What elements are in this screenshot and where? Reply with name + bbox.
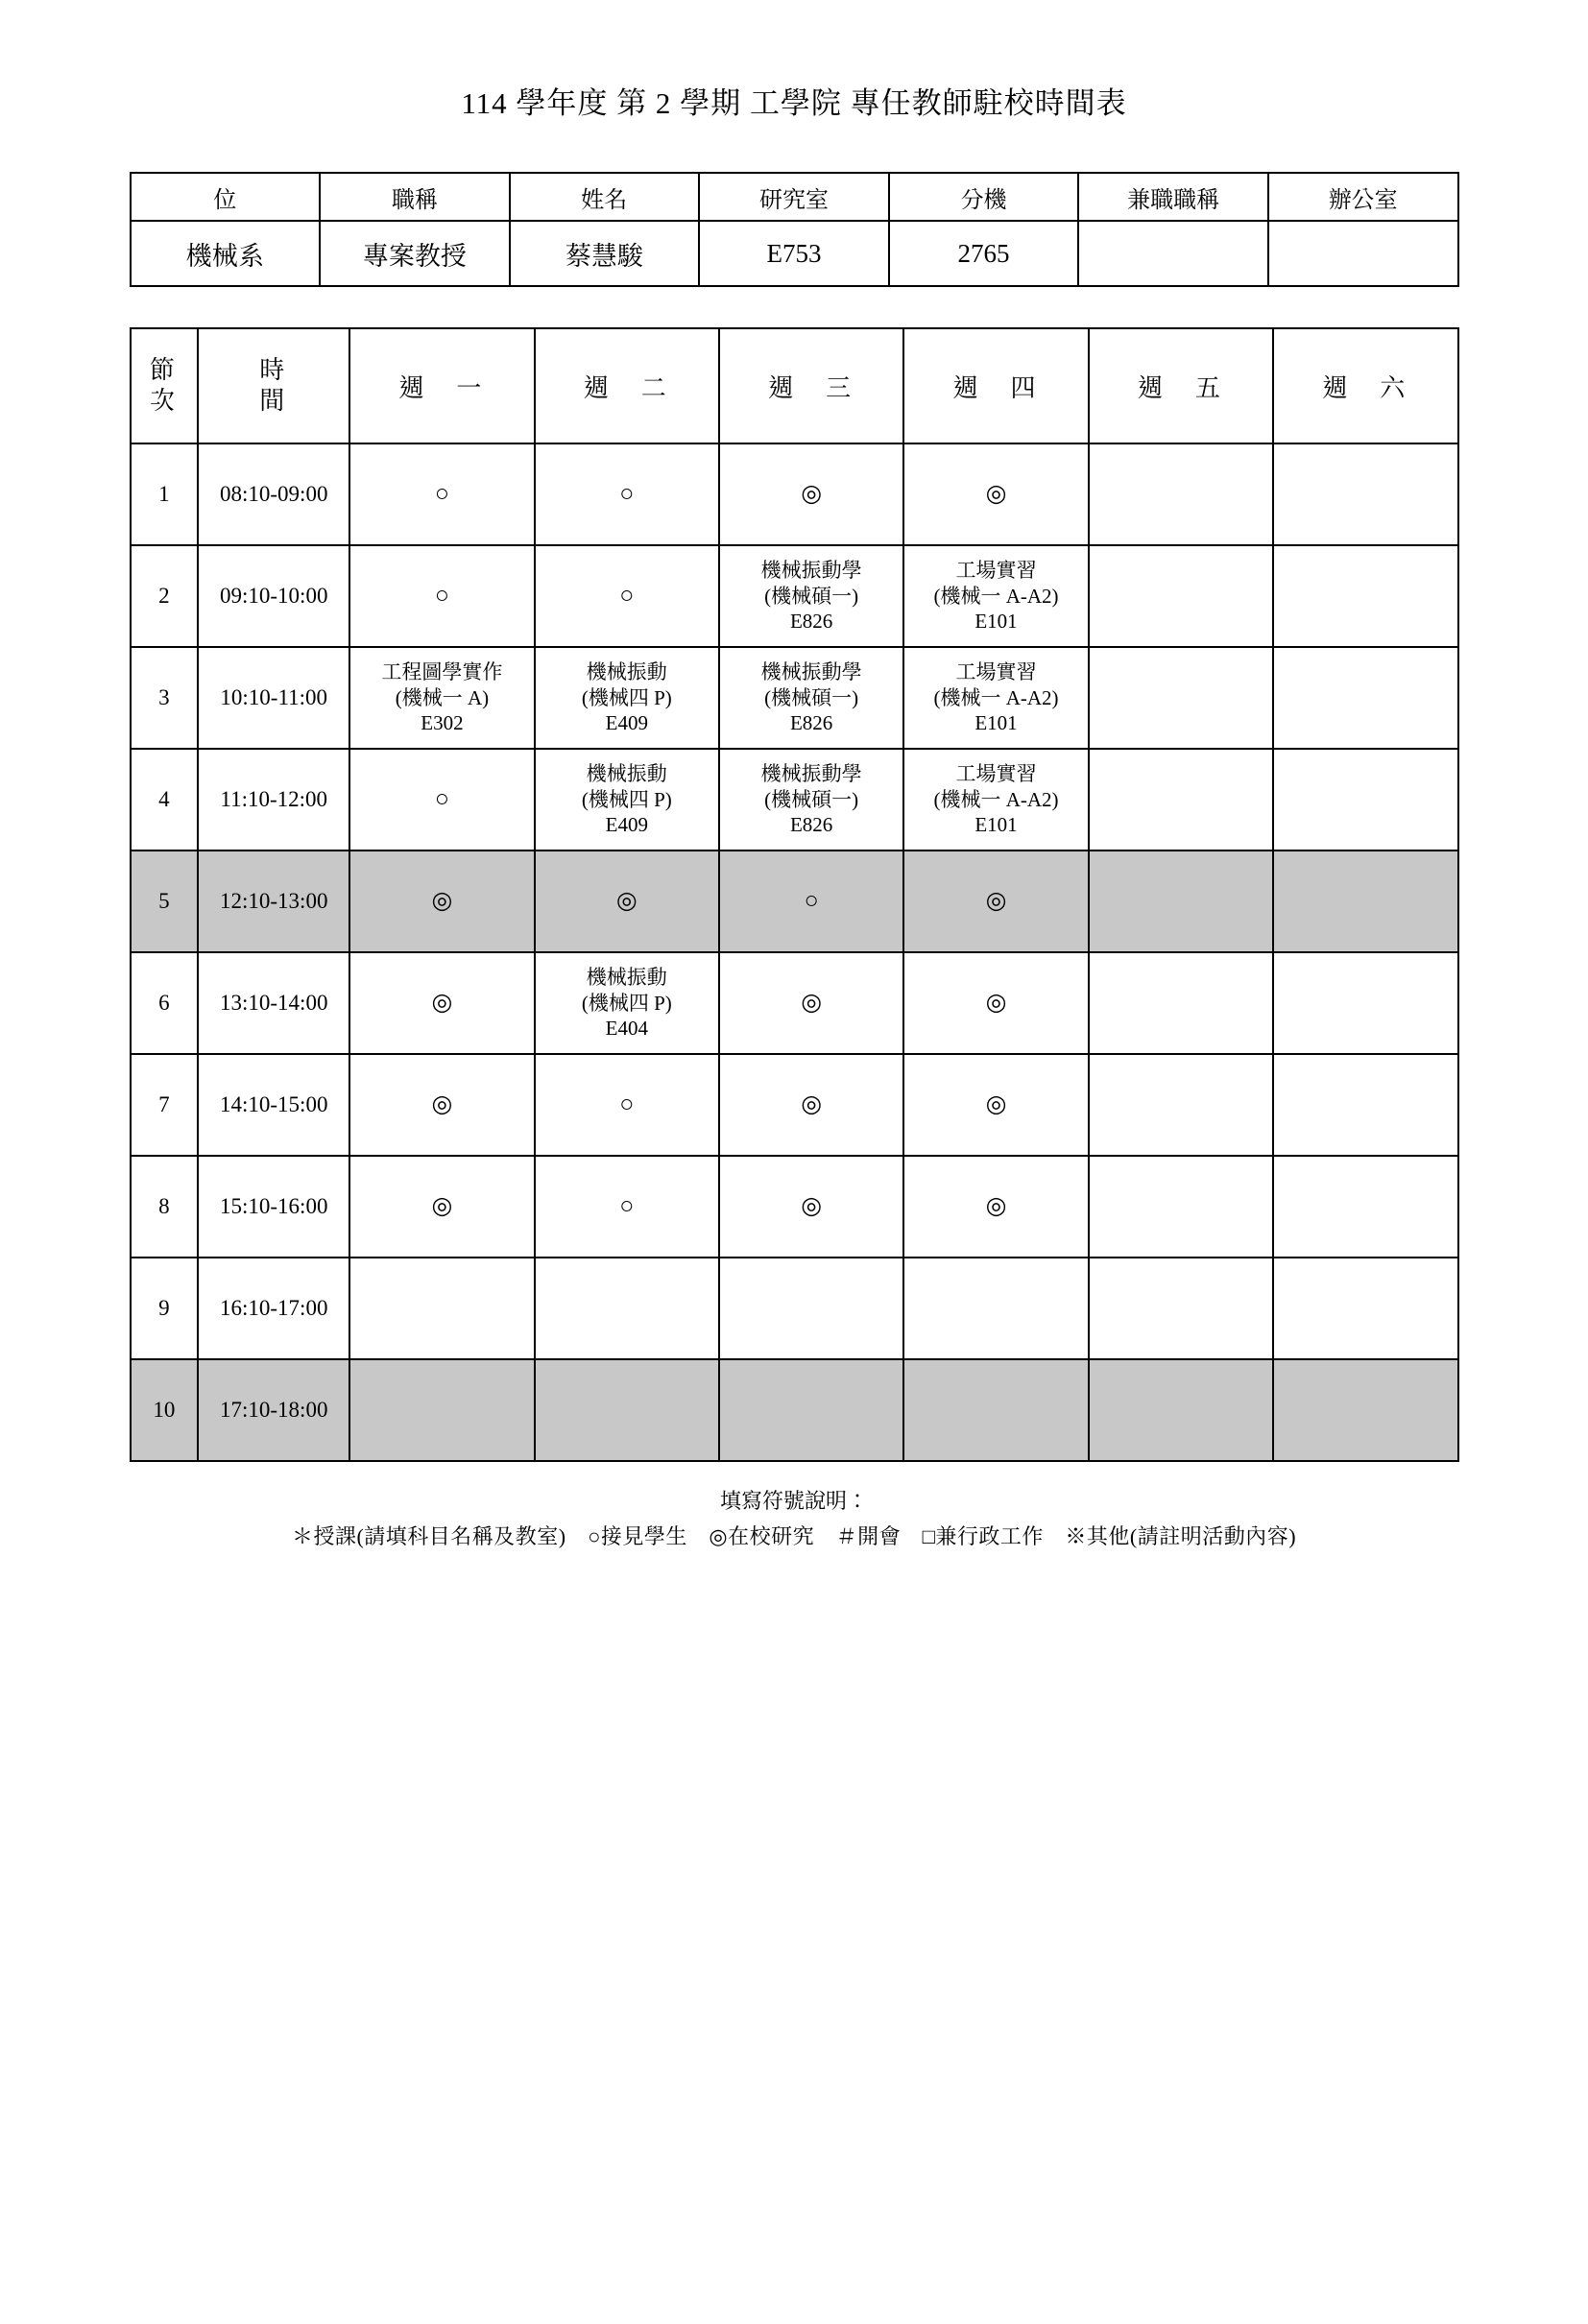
course-entry: 工場實習 (機械一 A-A2) E101 bbox=[933, 761, 1059, 837]
header-period-line1: 節 bbox=[149, 355, 179, 384]
schedule-cell-saturday[interactable] bbox=[1273, 1359, 1457, 1461]
course-entry: 工場實習 (機械一 A-A2) E101 bbox=[933, 659, 1059, 735]
course-entry: 工程圖學實作 (機械一 A) E302 bbox=[381, 659, 503, 735]
status-mark: ◎ bbox=[985, 481, 1007, 507]
schedule-cell-friday[interactable] bbox=[1089, 443, 1273, 545]
info-value-title: 專案教授 bbox=[320, 221, 510, 286]
period-time: 10:10-11:00 bbox=[198, 647, 349, 749]
period-number: 4 bbox=[131, 749, 199, 851]
status-mark: ◎ bbox=[431, 1091, 453, 1117]
status-mark: ◎ bbox=[431, 990, 453, 1016]
schedule-cell-friday[interactable] bbox=[1089, 1258, 1273, 1359]
schedule-cell-monday[interactable] bbox=[349, 952, 534, 1054]
page bbox=[0, 79, 1588, 2324]
status-mark: ◎ bbox=[985, 990, 1007, 1016]
status-mark: ◎ bbox=[985, 1091, 1007, 1117]
header-day-wednesday: 週 三 bbox=[719, 328, 903, 443]
info-header-admin-office: 辦公室 bbox=[1268, 173, 1458, 221]
status-mark: ○ bbox=[619, 1091, 635, 1117]
schedule-cell-saturday[interactable] bbox=[1273, 545, 1457, 647]
period-number: 3 bbox=[131, 647, 199, 749]
schedule-cell-monday[interactable] bbox=[349, 1258, 534, 1359]
schedule-row bbox=[131, 1054, 1458, 1156]
schedule-cell-friday[interactable] bbox=[1089, 647, 1273, 749]
schedule-cell-tuesday[interactable] bbox=[535, 1054, 719, 1156]
schedule-cell-wednesday[interactable] bbox=[719, 1054, 903, 1156]
info-value-admin-office bbox=[1268, 221, 1458, 286]
schedule-cell-monday[interactable] bbox=[349, 545, 534, 647]
period-number: 1 bbox=[131, 443, 199, 545]
schedule-cell-thursday[interactable] bbox=[903, 1054, 1088, 1156]
schedule-cell-saturday[interactable] bbox=[1273, 443, 1457, 545]
period-number: 2 bbox=[131, 545, 199, 647]
schedule-cell-monday[interactable] bbox=[349, 851, 534, 952]
schedule-cell-thursday[interactable] bbox=[903, 1156, 1088, 1258]
schedule-cell-friday[interactable] bbox=[1089, 851, 1273, 952]
info-value-name: 蔡慧駿 bbox=[510, 221, 700, 286]
period-number: 8 bbox=[131, 1156, 199, 1258]
period-time: 08:10-09:00 bbox=[198, 443, 349, 545]
schedule-cell-tuesday[interactable] bbox=[535, 952, 719, 1054]
header-day-monday: 週 一 bbox=[349, 328, 534, 443]
schedule-cell-thursday[interactable] bbox=[903, 851, 1088, 952]
info-value-concurrent-title bbox=[1078, 221, 1268, 286]
info-value-extension: 2765 bbox=[889, 221, 1079, 286]
schedule-cell-tuesday[interactable] bbox=[535, 1156, 719, 1258]
info-header-concurrent-title: 兼職職稱 bbox=[1078, 173, 1268, 221]
schedule-table-wrapper bbox=[130, 327, 1459, 1462]
status-mark: ○ bbox=[619, 583, 635, 609]
schedule-cell-monday[interactable] bbox=[349, 1156, 534, 1258]
schedule-row bbox=[131, 851, 1458, 952]
schedule-cell-thursday[interactable] bbox=[903, 545, 1088, 647]
period-number: 6 bbox=[131, 952, 199, 1054]
status-mark: ◎ bbox=[801, 1091, 823, 1117]
course-entry: 機械振動 (機械四 P) E409 bbox=[581, 659, 672, 735]
period-time: 13:10-14:00 bbox=[198, 952, 349, 1054]
schedule-cell-friday[interactable] bbox=[1089, 545, 1273, 647]
schedule-cell-friday[interactable] bbox=[1089, 749, 1273, 851]
legend-line: ＊授課(請填科目名稱及教室) ○接見學生 ◎在校研究 ＃開會 □兼行政工作 ※其他(請註明活動內容) bbox=[291, 1524, 1297, 1549]
info-header-name: 姓名 bbox=[510, 173, 700, 221]
schedule-cell-tuesday[interactable] bbox=[535, 851, 719, 952]
schedule-cell-saturday[interactable] bbox=[1273, 1156, 1457, 1258]
status-mark: ○ bbox=[619, 1193, 635, 1219]
period-time: 09:10-10:00 bbox=[198, 545, 349, 647]
period-time: 15:10-16:00 bbox=[198, 1156, 349, 1258]
period-number: 9 bbox=[131, 1258, 199, 1359]
schedule-header-row bbox=[131, 328, 1458, 443]
schedule-row bbox=[131, 749, 1458, 851]
info-value-office: E753 bbox=[699, 221, 889, 286]
status-mark: ◎ bbox=[431, 1193, 453, 1219]
schedule-cell-saturday[interactable] bbox=[1273, 1054, 1457, 1156]
course-entry: 機械振動學 (機械碩一) E826 bbox=[760, 659, 862, 735]
status-mark: ○ bbox=[434, 583, 449, 609]
schedule-cell-wednesday[interactable] bbox=[719, 749, 903, 851]
status-mark: ◎ bbox=[801, 1193, 823, 1219]
info-header-row bbox=[131, 173, 1458, 221]
course-entry: 機械振動學 (機械碩一) E826 bbox=[760, 558, 862, 634]
header-time-line1: 時 bbox=[259, 355, 289, 384]
info-header-title: 職稱 bbox=[320, 173, 510, 221]
period-number: 7 bbox=[131, 1054, 199, 1156]
info-value-row bbox=[131, 221, 1458, 286]
period-time: 16:10-17:00 bbox=[198, 1258, 349, 1359]
info-header-unit: 位 bbox=[131, 173, 321, 221]
schedule-row bbox=[131, 545, 1458, 647]
schedule-body bbox=[131, 443, 1458, 1461]
status-mark: ○ bbox=[619, 481, 635, 507]
schedule-cell-monday[interactable] bbox=[349, 443, 534, 545]
header-day-friday: 週 五 bbox=[1089, 328, 1273, 443]
schedule-cell-friday[interactable] bbox=[1089, 1054, 1273, 1156]
header-period bbox=[131, 328, 199, 443]
header-day-thursday: 週 四 bbox=[903, 328, 1088, 443]
schedule-row bbox=[131, 952, 1458, 1054]
schedule-cell-saturday[interactable] bbox=[1273, 851, 1457, 952]
schedule-cell-tuesday[interactable] bbox=[535, 443, 719, 545]
schedule-cell-wednesday[interactable] bbox=[719, 647, 903, 749]
schedule-cell-monday[interactable] bbox=[349, 749, 534, 851]
period-time: 12:10-13:00 bbox=[198, 851, 349, 952]
status-mark: ◎ bbox=[431, 888, 453, 914]
schedule-cell-saturday[interactable] bbox=[1273, 952, 1457, 1054]
info-header-extension: 分機 bbox=[889, 173, 1079, 221]
schedule-cell-friday[interactable] bbox=[1089, 1156, 1273, 1258]
schedule-row bbox=[131, 1258, 1458, 1359]
schedule-cell-saturday[interactable] bbox=[1273, 749, 1457, 851]
info-value-unit: 機械系 bbox=[131, 221, 321, 286]
status-mark: ◎ bbox=[801, 990, 823, 1016]
schedule-row bbox=[131, 1359, 1458, 1461]
schedule-cell-wednesday[interactable] bbox=[719, 1156, 903, 1258]
header-day-saturday: 週 六 bbox=[1273, 328, 1457, 443]
schedule-cell-monday[interactable] bbox=[349, 1359, 534, 1461]
schedule-cell-tuesday[interactable] bbox=[535, 545, 719, 647]
schedule-cell-friday[interactable] bbox=[1089, 1359, 1273, 1461]
schedule-cell-wednesday[interactable] bbox=[719, 545, 903, 647]
teacher-info-table bbox=[130, 172, 1459, 287]
status-mark: ○ bbox=[434, 481, 449, 507]
schedule-cell-thursday[interactable] bbox=[903, 647, 1088, 749]
schedule-cell-thursday[interactable] bbox=[903, 952, 1088, 1054]
page-title: 114 學年度 第 2 學期 工學院 專任教師駐校時間表 bbox=[461, 86, 1127, 120]
schedule-cell-thursday[interactable] bbox=[903, 1359, 1088, 1461]
header-day-tuesday: 週 二 bbox=[535, 328, 719, 443]
header-period-line2: 次 bbox=[149, 387, 179, 415]
schedule-cell-wednesday[interactable] bbox=[719, 443, 903, 545]
schedule-cell-thursday[interactable] bbox=[903, 749, 1088, 851]
status-mark: ◎ bbox=[985, 888, 1007, 914]
schedule-cell-thursday[interactable] bbox=[903, 443, 1088, 545]
status-mark: ◎ bbox=[985, 1193, 1007, 1219]
period-number: 10 bbox=[131, 1359, 199, 1461]
course-entry: 工場實習 (機械一 A-A2) E101 bbox=[933, 558, 1059, 634]
course-entry: 機械振動 (機械四 P) E409 bbox=[581, 761, 672, 837]
schedule-cell-tuesday[interactable] bbox=[535, 749, 719, 851]
schedule-cell-tuesday[interactable] bbox=[535, 1359, 719, 1461]
schedule-cell-wednesday[interactable] bbox=[719, 851, 903, 952]
schedule-cell-saturday[interactable] bbox=[1273, 1258, 1457, 1359]
status-mark: ○ bbox=[804, 888, 819, 914]
legend bbox=[0, 1483, 1588, 1555]
period-time: 11:10-12:00 bbox=[198, 749, 349, 851]
schedule-row bbox=[131, 1156, 1458, 1258]
schedule-table bbox=[130, 327, 1459, 1462]
schedule-cell-tuesday[interactable] bbox=[535, 1258, 719, 1359]
schedule-cell-saturday[interactable] bbox=[1273, 647, 1457, 749]
schedule-cell-friday[interactable] bbox=[1089, 952, 1273, 1054]
header-time bbox=[198, 328, 349, 443]
schedule-cell-wednesday[interactable] bbox=[719, 952, 903, 1054]
status-mark: ◎ bbox=[801, 481, 823, 507]
schedule-cell-monday[interactable] bbox=[349, 647, 534, 749]
period-time: 14:10-15:00 bbox=[198, 1054, 349, 1156]
status-mark: ◎ bbox=[615, 888, 638, 914]
schedule-row bbox=[131, 443, 1458, 545]
course-entry: 機械振動 (機械四 P) E404 bbox=[581, 965, 672, 1041]
schedule-row bbox=[131, 647, 1458, 749]
period-time: 17:10-18:00 bbox=[198, 1359, 349, 1461]
status-mark: ○ bbox=[434, 786, 449, 812]
legend-title: 填寫符號說明： bbox=[719, 1489, 868, 1513]
schedule-cell-monday[interactable] bbox=[349, 1054, 534, 1156]
schedule-cell-wednesday[interactable] bbox=[719, 1258, 903, 1359]
period-number: 5 bbox=[131, 851, 199, 952]
info-header-office: 研究室 bbox=[699, 173, 889, 221]
course-entry: 機械振動學 (機械碩一) E826 bbox=[760, 761, 862, 837]
schedule-cell-thursday[interactable] bbox=[903, 1258, 1088, 1359]
header-time-line2: 間 bbox=[259, 387, 289, 415]
schedule-cell-tuesday[interactable] bbox=[535, 647, 719, 749]
schedule-cell-wednesday[interactable] bbox=[719, 1359, 903, 1461]
